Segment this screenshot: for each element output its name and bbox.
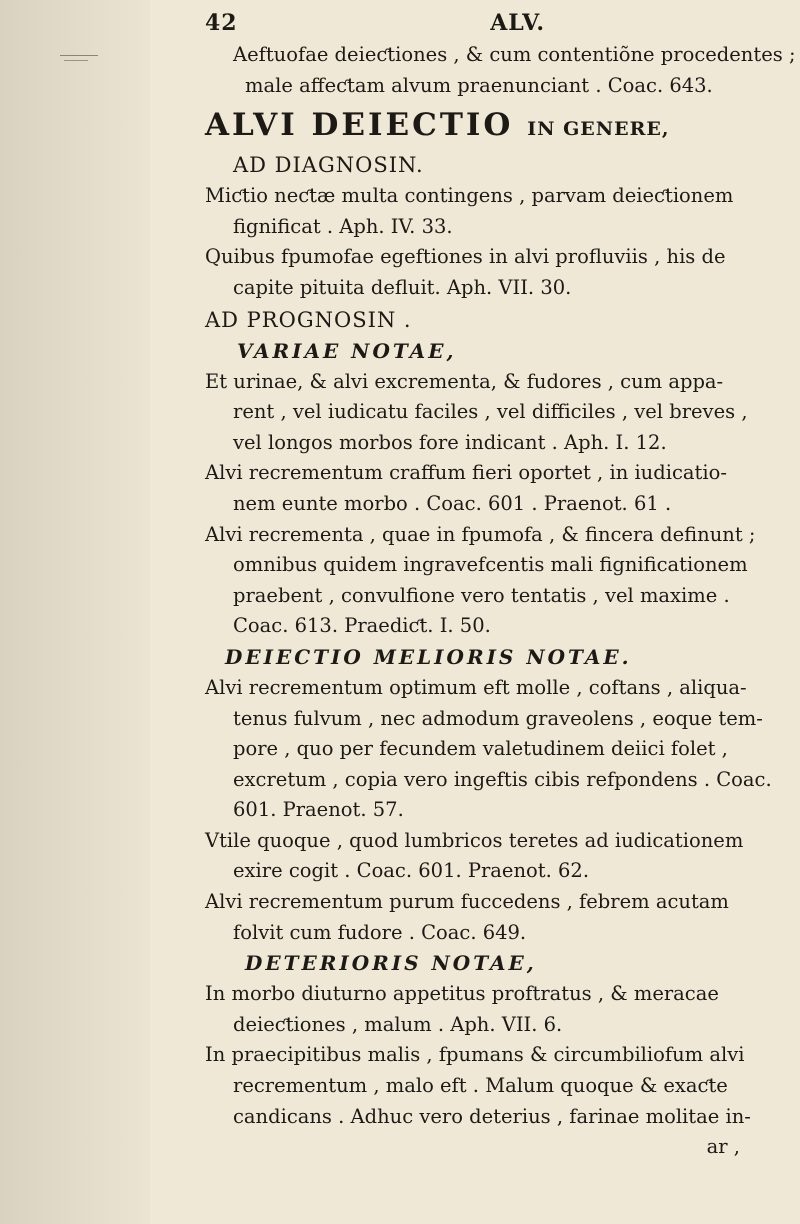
- text-line: Alvi recrementum purum fuccedens , febrem acutam: [205, 890, 729, 914]
- text-line: capite pituita defluit. Aph. VII. 30.: [233, 275, 572, 299]
- text-line: excretum , copia vero ingeftis cibis refpondens . Coac.: [233, 767, 772, 791]
- text-line: male affeƈtam alvum praenunciant . Coac. 643.: [245, 73, 713, 97]
- running-title: ALV.: [490, 10, 545, 36]
- text-line: candicans . Adhuc vero deterius , farinae molitae in-: [233, 1104, 751, 1128]
- margin-mark: [60, 55, 98, 74]
- text-line: Alvi recrementa , quae in fpumofa , & fincera definunt ;: [205, 522, 756, 546]
- heading-small: IN GENERE,: [527, 118, 670, 141]
- text-line: Alvi recrementum craffum fieri oportet , in iudicatio-: [205, 461, 727, 485]
- catchword: ar ,: [706, 1135, 740, 1159]
- text-line: rent , vel iudicatu faciles , vel difficiles , vel breves ,: [233, 400, 748, 424]
- subsection-heading: DETERIORIS NOTAE,: [245, 951, 537, 976]
- text-line: omnibus quidem ingravefcentis mali fignificationem: [233, 553, 748, 577]
- text-line: vel longos morbos fore indicant . Aph. I. 12.: [233, 430, 667, 454]
- section-heading: [205, 105, 750, 149]
- text-line: recrementum , malo eft . Malum quoque & exaƈte: [233, 1074, 728, 1098]
- text-line: Aeftuofae deieƈtiones , & cum contentiõne procedentes ;: [233, 43, 796, 66]
- text-line: 601. Praenot. 57.: [233, 798, 404, 822]
- text-line: folvit cum fudore . Coac. 649.: [233, 920, 527, 944]
- text-line: praebent , convulfione vero tentatis , vel maxime .: [233, 583, 730, 607]
- subheading: AD DIAGNOSIN.: [233, 153, 424, 178]
- text-line: fignificat . Aph. IV. 33.: [233, 214, 453, 238]
- text-line: In praecipitibus malis , fpumans & circumbiliofum alvi: [205, 1043, 745, 1067]
- text-line: Miƈtio neƈtæ multa contingens , parvam deieƈtionem: [205, 184, 734, 208]
- binding-gutter: [0, 0, 150, 1224]
- text-line: deieƈtiones , malum . Aph. VII. 6.: [233, 1012, 563, 1036]
- text-line: Coac. 613. Praediƈt. I. 50.: [233, 614, 491, 638]
- text-line: In morbo diuturno appetitus proftratus , & meracae: [205, 982, 719, 1006]
- subheading: AD PROGNOSIN .: [205, 307, 412, 332]
- subsection-heading: DEIECTIO MELIORIS NOTAE.: [225, 644, 632, 669]
- text-line: nem eunte morbo . Coac. 601 . Praenot. 61 .: [233, 491, 672, 515]
- text-line: Quibus fpumofae egeftiones in alvi profluviis , his de: [205, 245, 726, 269]
- running-header: [205, 10, 545, 36]
- subsection-heading: VARIAE NOTAE,: [237, 338, 457, 363]
- text-line: pore , quo per fecundem valetudinem deiici folet ,: [233, 737, 728, 761]
- heading-main: ALVI DEIECTIO: [205, 107, 514, 144]
- text-line: exire cogit . Coac. 601. Praenot. 62.: [233, 859, 590, 883]
- text-line: tenus fulvum , nec admodum graveolens , eoque tem-: [233, 706, 763, 730]
- text-line: Vtile quoque , quod lumbricos teretes ad iudicationem: [205, 828, 744, 852]
- page-number: 42: [205, 10, 238, 36]
- text-line: Et urinae, & alvi excrementa, & fudores , cum appa-: [205, 369, 724, 393]
- text-line: Alvi recrementum optimum eft molle , coftans , aliqua-: [205, 675, 747, 699]
